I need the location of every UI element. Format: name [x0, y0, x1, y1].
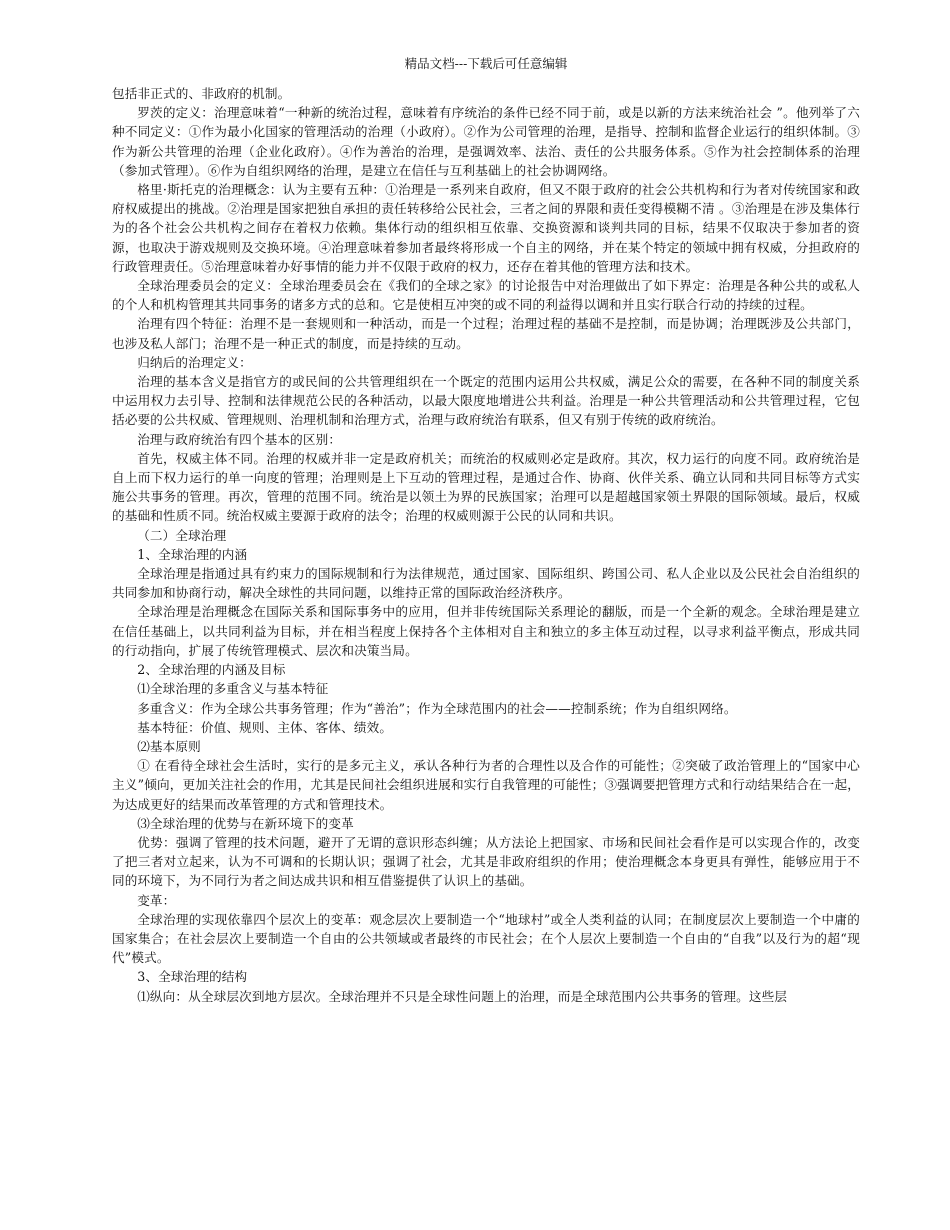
paragraph: 包括非正式的、非政府的机制。: [112, 86, 291, 101]
paragraph: ⑴全球治理的多重含义与基本特征: [137, 681, 329, 697]
paragraph: 全球治理的实现依靠四个层次上的变革：观念层次上要制造一个“地球村”或全人类利益的认同；在制度层次上要制造一个中庸的国家集合；在社会层次上要制造一个自由的公共领域或者最终的市民社会；在个人层次上要制造一个自由的“自我”以及行为的超“现代”模式。: [112, 911, 860, 966]
paragraph: ① 在看待全球社会生活时，实行的是多元主义，承认各种行为者的合理性以及合作的可能性；②突破了政治管理上的“国家中心主义”倾向，更加关注社会的作用，尤其是民间社会组织进展和实行自我管理的可能性；③强调要把管理方式和行动结果结合在一起，为达成更好的结果而改革管理的方式和管理技术。: [112, 758, 860, 812]
paragraph: 基本特征：价值、规则、主体、客体、绩效。: [137, 719, 393, 735]
paragraph: 格里·斯托克的治理概念：认为主要有五种：①治理是一系列来自政府，但又不限于政府的社会公共机构和行为者对传统国家和政府权威提出的挑战。②治理是国家把独自承担的责任转移给公民社会，三者之间的界限和责任变得模糊不清 。③治理是在涉及集体行为的各个社会公共机构之间存在着权力依赖。集体行动的组织相互依靠、交换资源和谈判共同的目标，结果不仅取决于参加者的资源，也取决于游戏规则及交换环境。④治理意味着参加者最终将形成一个自主的网络，并在某个特定的领域中拥有权威，分担政府的行政管理责任。⑤治理意味着办好事情的能力并不仅限于政府的权力，还存在着其他的管理方法和技术。: [112, 182, 860, 274]
paragraph: 治理有四个特征：治理不是一套规则和一种活动，而是一个过程；治理过程的基础不是控制，而是协调；治理既涉及公共部门，也涉及私人部门；治理不是一种正式的制度，而是持续的互动。: [112, 316, 860, 351]
paragraph: 变革：: [137, 892, 176, 908]
paragraph: ⑴纵向：从全球层次到地方层次。全球治理并不只是全球性问题上的治理，而是全球范围内公共事务的管理。这些层: [137, 988, 788, 1004]
paragraph: 治理的基本含义是指官方的或民间的公共管理组织在一个既定的范围内运用公共权威，满足公众的需要，在各种不同的制度关系中运用权力去引导、控制和法律规范公民的各种活动，以最大限度地增进公共利益。治理是一种公共管理活动和公共管理过程，它包括必要的公共权威、管理规则、治理机制和治理方式，治理与政府统治有联系，但又有别于传统的政府统治。: [112, 374, 860, 428]
paragraph: 全球治理委员会的定义：全球治理委员会在《我们的全球之家》的讨论报告中对治理做出了如下界定：治理是各种公共的或私人的个人和机构管理其共同事务的诸多方式的总和。它是使相互冲突的或不同的利益得以调和并且实行联合行动的持续的过程。: [112, 278, 860, 313]
paragraph: 全球治理是指通过具有约束力的国际规制和行为法律规范，通过国家、国际组织、跨国公司、私人企业以及公民社会自治组织的共同参加和协商行动，解决全球性的共同问题，以维持正常的国际政治经济秩序。: [112, 566, 860, 601]
paragraph: 治理与政府统治有四个基本的区别：: [137, 431, 342, 447]
paragraph: 全球治理是治理概念在国际关系和国际事务中的应用，但并非传统国际关系理论的翻版，而是一个全新的观念。全球治理是建立在信任基础上，以共同利益为目标，并在相当程度上保持各个主体相对自主和独立的多主体互动过程，以寻求利益平衡点，形成共同的行动指向，扩展了传统管理模式、层次和决策当局。: [112, 604, 860, 658]
paragraph: 2、全球治理的内涵及目标: [137, 662, 286, 678]
paragraph: ⑵基本原则: [137, 738, 201, 754]
paragraph: 3、全球治理的结构: [137, 969, 248, 985]
paragraph: 归纳后的治理定义：: [137, 354, 252, 370]
paragraph: （二）全球治理: [137, 527, 227, 543]
paragraph: 1、全球治理的内涵: [137, 546, 248, 562]
page-header: 精品文档---下载后可任意编辑: [404, 56, 568, 71]
paragraph: ⑶全球治理的优势与在新环境下的变革: [137, 815, 354, 831]
paragraph: 优势：强调了管理的技术问题，避开了无谓的意识形态纠缠；从方法论上把国家、市场和民间社会看作是可以实现合作的，改变了把三者对立起来，认为不可调和的长期认识；强调了社会，尤其是非政府组织的作用；使治理概念本身更具有弹性，能够应用于不同的环境下，为不同行为者之间达成共识和相互借鉴提供了认识上的基础。: [112, 834, 860, 889]
document-body: [112, 84, 860, 1006]
paragraph: 多重含义：作为全球公共事务管理；作为“善治”；作为全球范围内的社会——控制系统；作为自组织网络。: [137, 700, 737, 716]
paragraph: 罗茨的定义：治理意味着“一种新的统治过程，意味着有序统治的条件已经不同于前，或是以新的方法来统治社会 ”。他列举了六种不同定义：①作为最小化国家的管理活动的治理（小政府）。②作为公司管理的治理，是指导、控制和监督企业运行的组织体制。③作为新公共管理的治理（企业化政府）。④作为善治的治理，是强调效率、法治、责任的公共服务体系。⑤作为社会控制体系的治理（参加式管理）。⑥作为自组织网络的治理，是建立在信任与互利基础上的社会协调网络。: [112, 105, 860, 178]
paragraph: 首先，权威主体不同。治理的权威并非一定是政府机关；而统治的权威则必定是政府。其次，权力运行的向度不同。政府统治是自上而下权力运行的单一向度的管理；治理则是上下互动的管理过程，是通过合作、协商、伙伴关系、确立认同和共同目标等方式实施公共事务的管理。再次，管理的范围不同。统治是以领土为界的民族国家；治理可以是超越国家领土界限的国际领域。最后，权威的基础和性质不同。统治权威主要源于政府的法令；治理的权威则源于公民的认同和共识。: [112, 450, 860, 524]
